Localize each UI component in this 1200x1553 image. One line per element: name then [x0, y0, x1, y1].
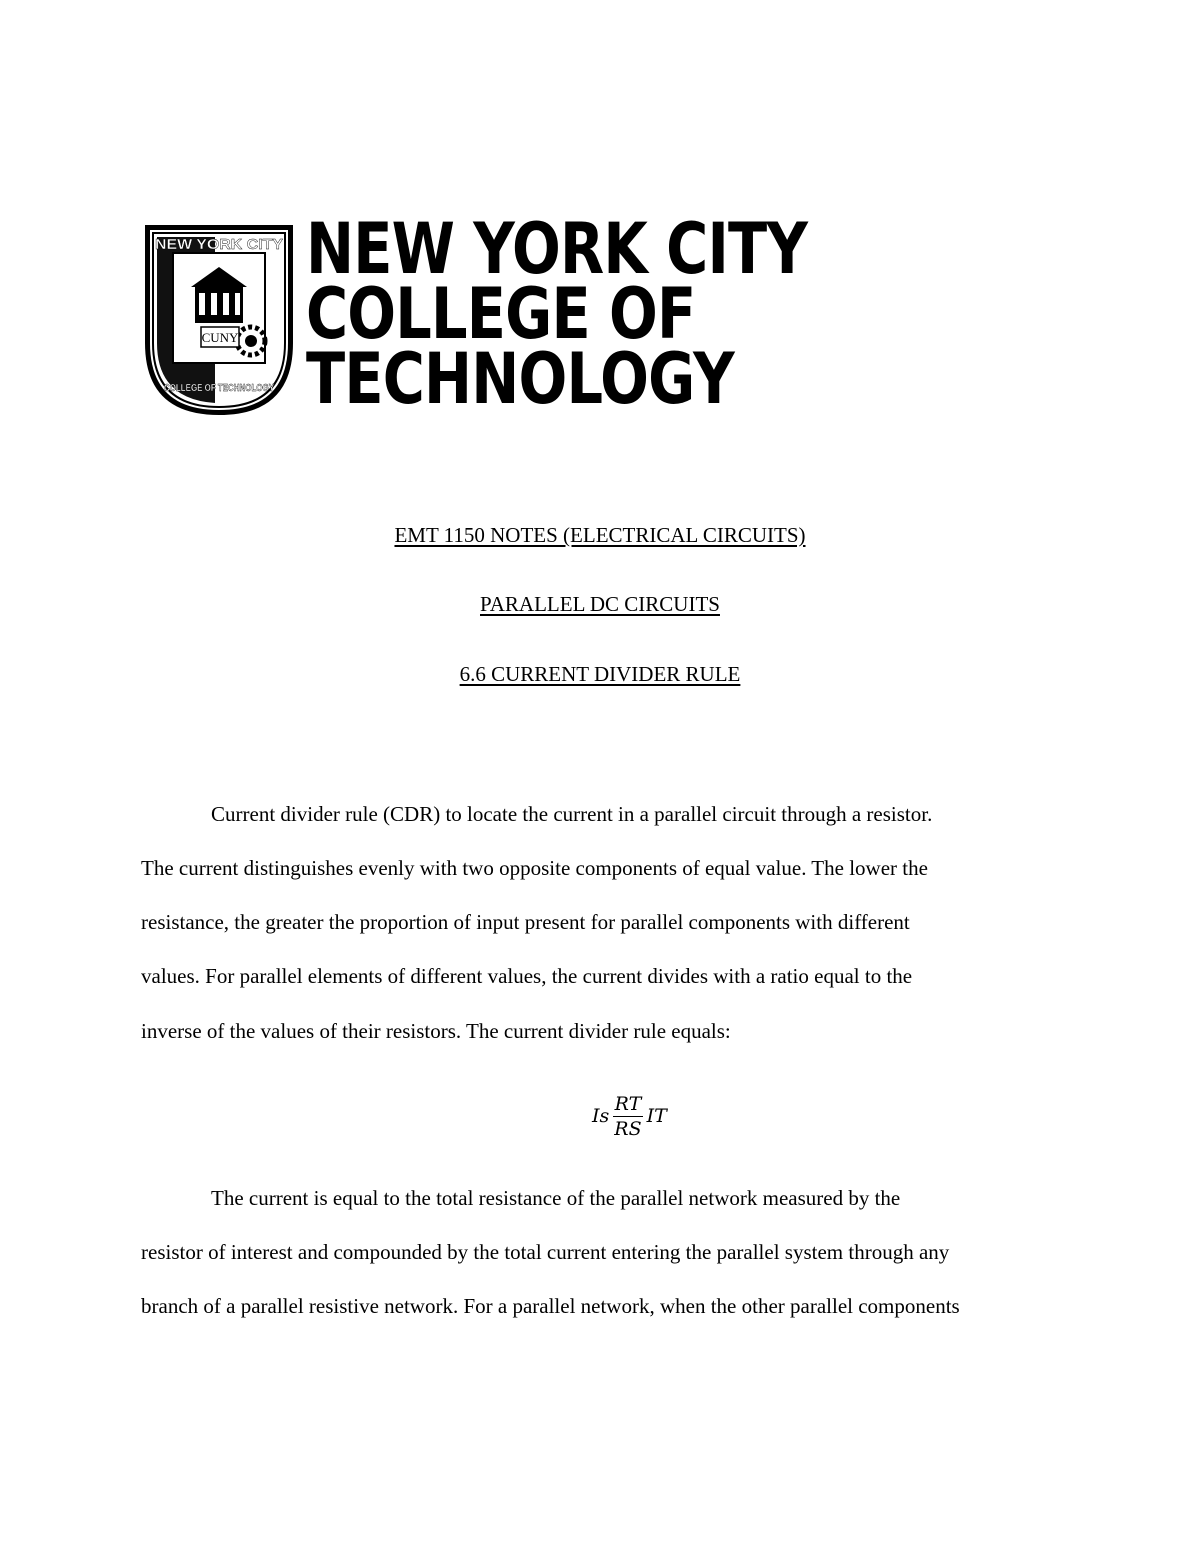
paragraph-1-line-3: resistance, the greater the proportion of input present for parallel components with different: [141, 910, 910, 934]
paragraph-2-line-3: branch of a parallel resistive network. For a parallel network, when the other parallel components: [141, 1294, 960, 1318]
section-heading: 6.6 CURRENT DIVIDER RULE: [459, 662, 741, 686]
paragraph-1-line-5: inverse of the values of their resistors. The current divider rule equals:: [141, 1019, 731, 1043]
formula-numerator: RT: [614, 1092, 642, 1115]
paragraph-1-line-1: Current divider rule (CDR) to locate the current in a parallel circuit through a resistor.: [211, 802, 933, 826]
college-wordmark: [306, 208, 808, 420]
seal-bottom-text: COLLEGE OF TECHNOLOGY: [164, 383, 275, 394]
college-logo: [143, 208, 808, 420]
wordmark-line-1: NEW YORK CITY: [306, 208, 808, 290]
course-title-heading: EMT 1150 NOTES (ELECTRICAL CIRCUITS): [394, 523, 806, 547]
wordmark-line-3: TECHNOLOGY: [306, 338, 734, 420]
formula-fraction: [612, 1093, 643, 1140]
college-seal-icon: [143, 223, 295, 417]
paragraph-1-line-4: values. For parallel elements of different values, the current divides with a ratio equal to the: [141, 964, 913, 988]
seal-top-text: NEW YORK CITY: [155, 236, 283, 253]
formula-rhs: IT: [646, 1105, 667, 1127]
paragraph-2-line-2: resistor of interest and compounded by the total current entering the parallel system through any: [141, 1240, 950, 1264]
wordmark-line-2: COLLEGE OF: [306, 273, 696, 355]
formula-lhs: Is: [592, 1105, 610, 1127]
paragraph-2-line-1: The current is equal to the total resistance of the parallel network measured by the: [211, 1186, 901, 1210]
current-divider-formula: [592, 1088, 667, 1144]
seal-center-text: CUNY: [201, 330, 239, 345]
formula-denominator: RS: [614, 1117, 642, 1140]
chapter-heading: PARALLEL DC CIRCUITS: [480, 592, 720, 616]
paragraph-1-line-2: The current distinguishes evenly with two opposite components of equal value. The lower the: [141, 856, 928, 880]
